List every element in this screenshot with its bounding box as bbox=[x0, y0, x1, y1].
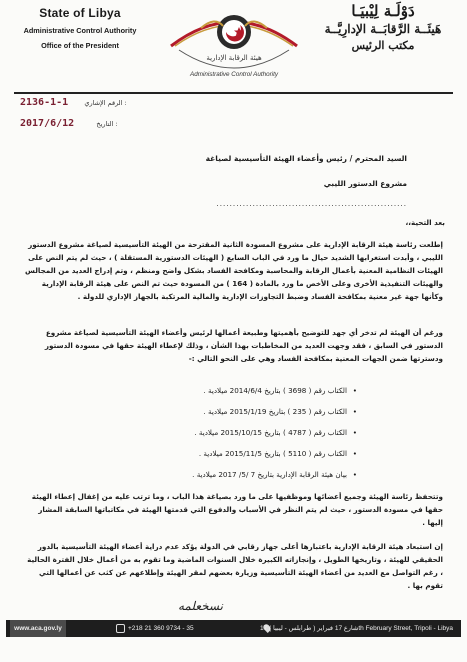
reference-number-row bbox=[20, 97, 170, 108]
footer-address-arabic: شارع 17 فبراير ( طرابلس - ليبيا ) bbox=[269, 625, 359, 632]
reference-number-label: الرقم الإشاري : bbox=[84, 99, 127, 107]
arabic-office-name: مكتب الرئيس bbox=[351, 39, 415, 52]
reference-date-label: التاريخ : bbox=[96, 120, 118, 128]
letter-addressee: السيد المحترم / رئيس وأعضاء الهيئة التأسيسية لصياغة bbox=[205, 154, 407, 163]
bullet-item: • الكتاب رقم ( 4787 ) بتاريخ 2015/10/15 ميلادية . bbox=[57, 422, 357, 443]
header-arabic-block bbox=[313, 2, 453, 53]
bullet-item: • الكتاب رقم ( 5110 ) بتاريخ 2015/11/5 ميلادية . bbox=[57, 443, 357, 464]
header-divider bbox=[14, 92, 453, 94]
footer-phone bbox=[116, 620, 194, 637]
english-office-name: Office of the President bbox=[41, 41, 119, 50]
footer-address bbox=[254, 620, 453, 637]
paragraph-2: ورغم أن الهيئة لم تدخر أي جهد للتوضيح بأهميتها وطبيعة أعمالها لرئيس وأعضاء الهيئة التأسيسية لصياغة مشروع الدستور في السابق ، فقد وجهت العديد من المخاطبات بهذا الشأن ، وذلك لإعطاء الهيئة حقها في مسودة الدستور ودسترتها ضمن الجهات المعنية بمكافحة الفساد وهي على النحو التالي :- bbox=[44, 328, 443, 363]
footer-website: www.aca.gov.ly bbox=[10, 620, 66, 637]
letter-subject: مشروع الدستور الليبي bbox=[323, 179, 407, 188]
paragraph-1: إطلعت رئاسة هيئة الرقابة الإدارية على مشروع المسودة الثانية المقترحة من الهيئة التأسيسية لصياغة مشروع الدستور الليبي ، وأبدت استغرابها الشديد حيال ما ورد في الباب السابع ( الهيئات الدستورية المستقلة ) ، حيث لم يتم النص على الهيئات النظامية المعنية بأعمال الرقابة والمحاسبة ومكافحة الفساد بشكل واضح ومنظم ، وتم إدراج العديد من المجالس والهيئات التنفيذية الأخرى وعلى الأخص ما ورد بالمادة ( 164 ) من المسودة حيث تم النص على هيئة الرقابة الإدارية وكأنها جهة غير معنية بمكافحة الفساد وضبط التجاوزات الإدارية والمالية المرتكبة بالجهاز الإداري للدولة . bbox=[25, 240, 443, 301]
letters-bullet-list bbox=[57, 380, 357, 485]
reference-date-value: 2017/6/12 bbox=[20, 118, 75, 129]
letter-subject-dots: .......................................................... bbox=[216, 199, 407, 208]
reference-date-row bbox=[20, 118, 170, 129]
arabic-state-title: دَوْلَـة لِيْبيَـا bbox=[351, 2, 415, 20]
footer-phone-number: +218 21 360 9734 - 35 bbox=[128, 625, 194, 632]
letter-greeting: بعد التحية،، bbox=[405, 218, 445, 227]
english-authority-name: Administrative Control Authority bbox=[23, 26, 137, 35]
phone-icon bbox=[116, 624, 125, 633]
bullet-item: • الكتاب رقم ( 235 ) بتاريخ 2015/1/19 ميلادية . bbox=[57, 401, 357, 422]
footer-address-english: 17th February Street, Tripoli - Libya bbox=[259, 625, 453, 632]
footer-bar bbox=[6, 620, 461, 637]
header-english-block bbox=[14, 6, 146, 50]
arabic-authority-name: هَيئَــة الرَّقابَــة الإدارِيَّــة bbox=[324, 22, 442, 36]
english-state-title: State of Libya bbox=[39, 6, 121, 20]
paragraph-4: إن استبعاد هيئة الرقابة الإدارية باعتبارها أعلى جهاز رقابي في الدولة يؤكد عدم دراية أعضاء الهيئة التأسيسية بالدور الحقيقي للهيئة ، وتاريخها الطويل ، وإنجازاته الكبيرة خلال السنوات الماضية وما تقوم به من أعمال خلال الفترة الحالية ، رغم التواصل مع العديد من أعضاء الهيئة التأسيسية وزيارة بعضهم لمقر الهيئة وإطلاعهم عن كثب عن أعمالها التي تقوم بها . bbox=[27, 542, 443, 590]
logo-arabic-text: هيئة الرقابة الإدارية bbox=[206, 54, 262, 62]
bullet-item: • بيان هيئة الرقابة الإدارية بتاريخ 7 /5/ 2017 ميلادية . bbox=[57, 464, 357, 485]
handwritten-signature: نسخعلمه bbox=[178, 599, 223, 613]
authority-emblem-logo bbox=[165, 2, 303, 84]
paragraph-3: وتتحفظ رئاسة الهيئة وجميع أعضائها وموظفيها على ما ورد بصياغة هذا الباب ، وما ترتب عليه من إغفال إعطاء الهيئة حقها في مسودة الدستور ، حيث لم يتم النظر في الأسباب والدفوع التي قدمتها الهيئة في مكاتباتها السابقة المشار إليها . bbox=[31, 492, 443, 527]
bullet-item: • الكتاب رقم ( 3698 ) بتاريخ 2014/6/4 ميلادية . bbox=[57, 380, 357, 401]
logo-english-text: Administrative Control Authority bbox=[190, 71, 278, 78]
reference-number-value: 2136-1-1 bbox=[20, 97, 69, 108]
